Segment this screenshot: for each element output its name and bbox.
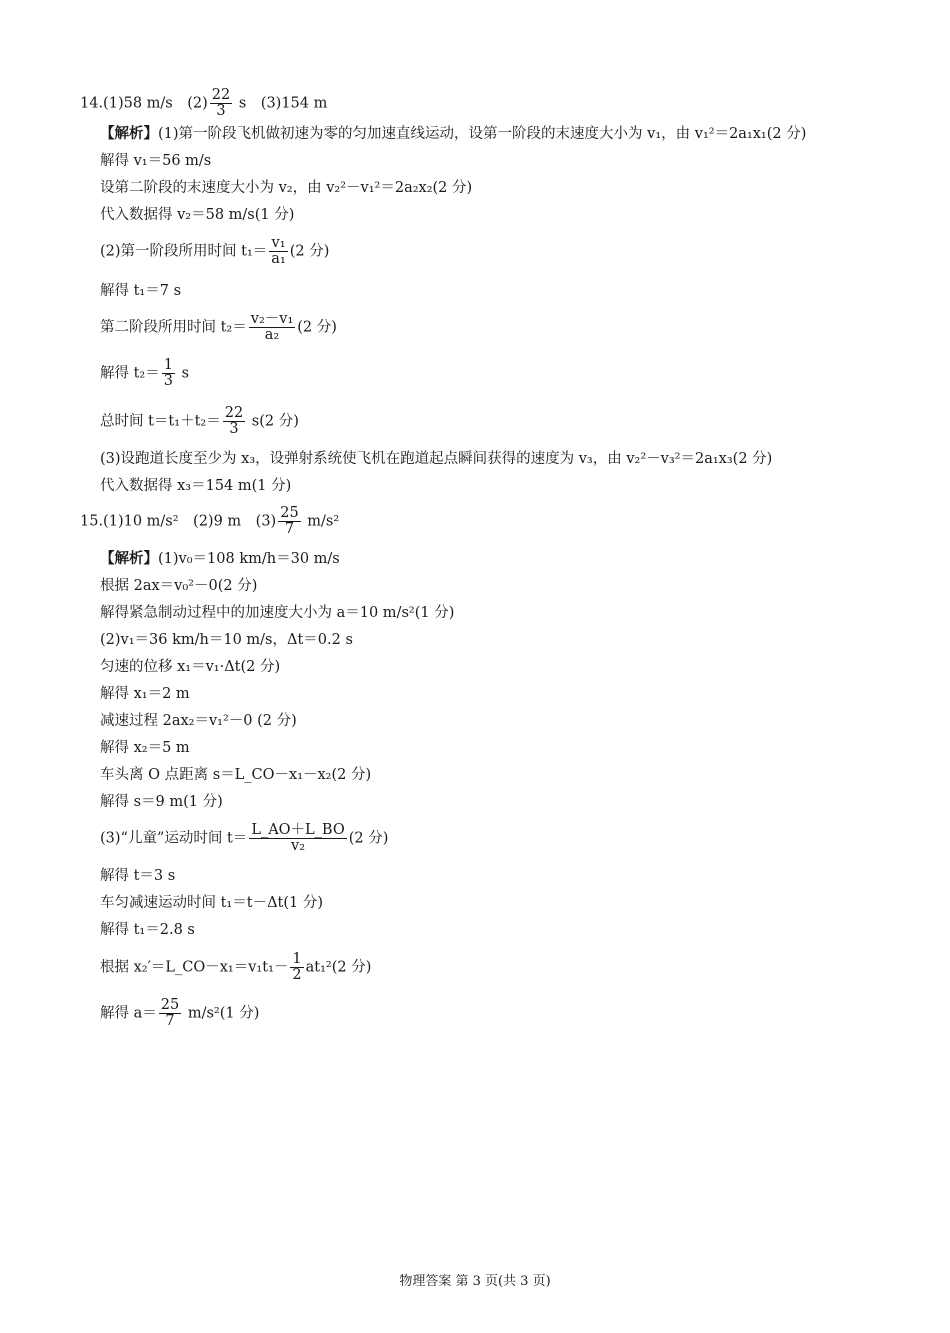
fraction-denominator: 7	[165, 1013, 175, 1029]
fraction-denominator: 7	[284, 521, 295, 537]
line-suffix: at₁²(2 分)	[305, 959, 372, 976]
q15-answer-suffix: m/s²	[302, 513, 340, 530]
q15-analysis-line-1	[100, 550, 340, 568]
line-suffix: s(2 分)	[247, 413, 299, 430]
q14-line-10: (3)设跑道长度至少为 x₃，设弹射系统使飞机在跑道起点瞬间获得的速度为 v₃，由 v₂²－v₃²＝2a₁x₃(2 分)	[100, 451, 773, 467]
line-prefix: (2)第一阶段所用时间 t₁＝	[100, 243, 268, 260]
line-prefix: 解得 a＝	[100, 1005, 157, 1022]
q14-answer-prefix: 14.(1)58 m/s (2)	[80, 95, 208, 112]
q15-line-13: 车匀减速运动时间 t₁＝t－Δt(1 分)	[100, 895, 324, 911]
q15-answer-fraction	[278, 506, 300, 537]
q15-line-8: 解得 x₂＝5 m	[100, 740, 190, 756]
fraction	[162, 358, 175, 389]
analysis-label: 【解析】	[100, 550, 158, 567]
fraction-numerator: 1	[292, 951, 302, 967]
line-prefix: 第二阶段所用时间 t₂＝	[100, 319, 247, 336]
line-suffix: (2 分)	[297, 319, 337, 336]
q15-line-4: (2)v₁＝36 km/h＝10 m/s，Δt＝0.2 s	[100, 632, 353, 648]
q15-line-15	[100, 952, 371, 983]
q14-answer-fraction	[210, 88, 232, 119]
fraction-denominator: 2	[292, 967, 302, 983]
fraction	[159, 998, 181, 1029]
fraction	[249, 823, 346, 854]
fraction	[290, 952, 303, 983]
fraction-denominator: a₂	[264, 327, 280, 343]
fraction	[223, 406, 245, 437]
line-prefix: 解得 t₂＝	[100, 365, 160, 382]
fraction-denominator: a₁	[271, 251, 286, 267]
analysis-text: (1)第一阶段飞机做初速为零的匀加速直线运动，设第一阶段的末速度大小为 v₁，由 v₁²＝2a₁x₁(2 分)	[158, 126, 807, 142]
q15-line-16	[100, 998, 259, 1029]
line-prefix: 根据 x₂′＝L_CO－x₁＝v₁t₁－	[100, 959, 289, 976]
analysis-label: 【解析】	[100, 125, 158, 142]
fraction-denominator: 3	[216, 103, 226, 119]
analysis-text: (1)v₀＝108 km/h＝30 m/s	[158, 551, 340, 567]
q15-line-10: 解得 s＝9 m(1 分)	[100, 794, 223, 810]
q15-line-7: 减速过程 2ax₂＝v₁²－0 (2 分)	[100, 713, 297, 729]
q14-line-8	[100, 358, 189, 389]
line-prefix: 总时间 t＝t₁＋t₂＝	[100, 413, 221, 430]
fraction-denominator: 3	[229, 421, 239, 437]
q15-line-2: 根据 2ax＝v₀²－0(2 分)	[100, 578, 258, 594]
q15-line-14: 解得 t₁＝2.8 s	[100, 922, 195, 938]
line-suffix: s	[176, 365, 190, 382]
q15-line-6: 解得 x₁＝2 m	[100, 686, 190, 702]
q14-answer	[80, 88, 327, 119]
fraction-denominator: 3	[163, 373, 173, 389]
q15-line-5: 匀速的位移 x₁＝v₁·Δt(2 分)	[100, 659, 281, 675]
page-footer: 物理答案 第 3 页(共 3 页)	[399, 1274, 551, 1289]
fraction-numerator: 25	[280, 505, 299, 521]
line-prefix: (3)“儿童”运动时间 t＝	[100, 830, 248, 847]
q14-line-5	[100, 236, 329, 267]
line-suffix: m/s²(1 分)	[183, 1005, 260, 1022]
q14-line-6: 解得 t₁＝7 s	[100, 283, 182, 299]
fraction-numerator: 25	[160, 997, 180, 1013]
q14-line-11: 代入数据得 x₃＝154 m(1 分)	[100, 478, 292, 494]
q14-line-7	[100, 312, 337, 343]
q14-line-4: 代入数据得 v₂＝58 m/s(1 分)	[100, 207, 295, 223]
line-suffix: (2 分)	[289, 243, 330, 260]
fraction-numerator: 22	[224, 405, 244, 421]
fraction-numerator: 1	[163, 357, 173, 373]
q14-line-3: 设第二阶段的末速度大小为 v₂，由 v₂²－v₁²＝2a₂x₂(2 分)	[100, 180, 473, 196]
fraction	[269, 236, 287, 267]
q15-line-11	[100, 823, 388, 854]
line-suffix: (2 分)	[348, 830, 389, 847]
q14-answer-suffix: s (3)154 m	[234, 95, 328, 112]
q14-line-9	[100, 406, 299, 437]
q15-answer	[80, 506, 339, 537]
fraction	[249, 312, 296, 343]
fraction-numerator: L_AO＋L_BO	[251, 822, 345, 838]
fraction-numerator: v₁	[269, 236, 287, 252]
fraction-denominator: v₂	[291, 838, 306, 854]
fraction-numerator: 22	[211, 87, 231, 103]
q15-line-12: 解得 t＝3 s	[100, 868, 176, 884]
fraction-numerator: v₂－v₁	[250, 311, 294, 327]
q15-line-3: 解得紧急制动过程中的加速度大小为 a＝10 m/s²(1 分)	[100, 605, 455, 621]
q14-line-2: 解得 v₁＝56 m/s	[100, 153, 212, 169]
q14-analysis-line-1	[100, 125, 806, 143]
q15-answer-prefix: 15.(1)10 m/s² (2)9 m (3)	[80, 513, 277, 530]
q15-line-9: 车头离 O 点距离 s＝L_CO－x₁－x₂(2 分)	[100, 767, 372, 783]
